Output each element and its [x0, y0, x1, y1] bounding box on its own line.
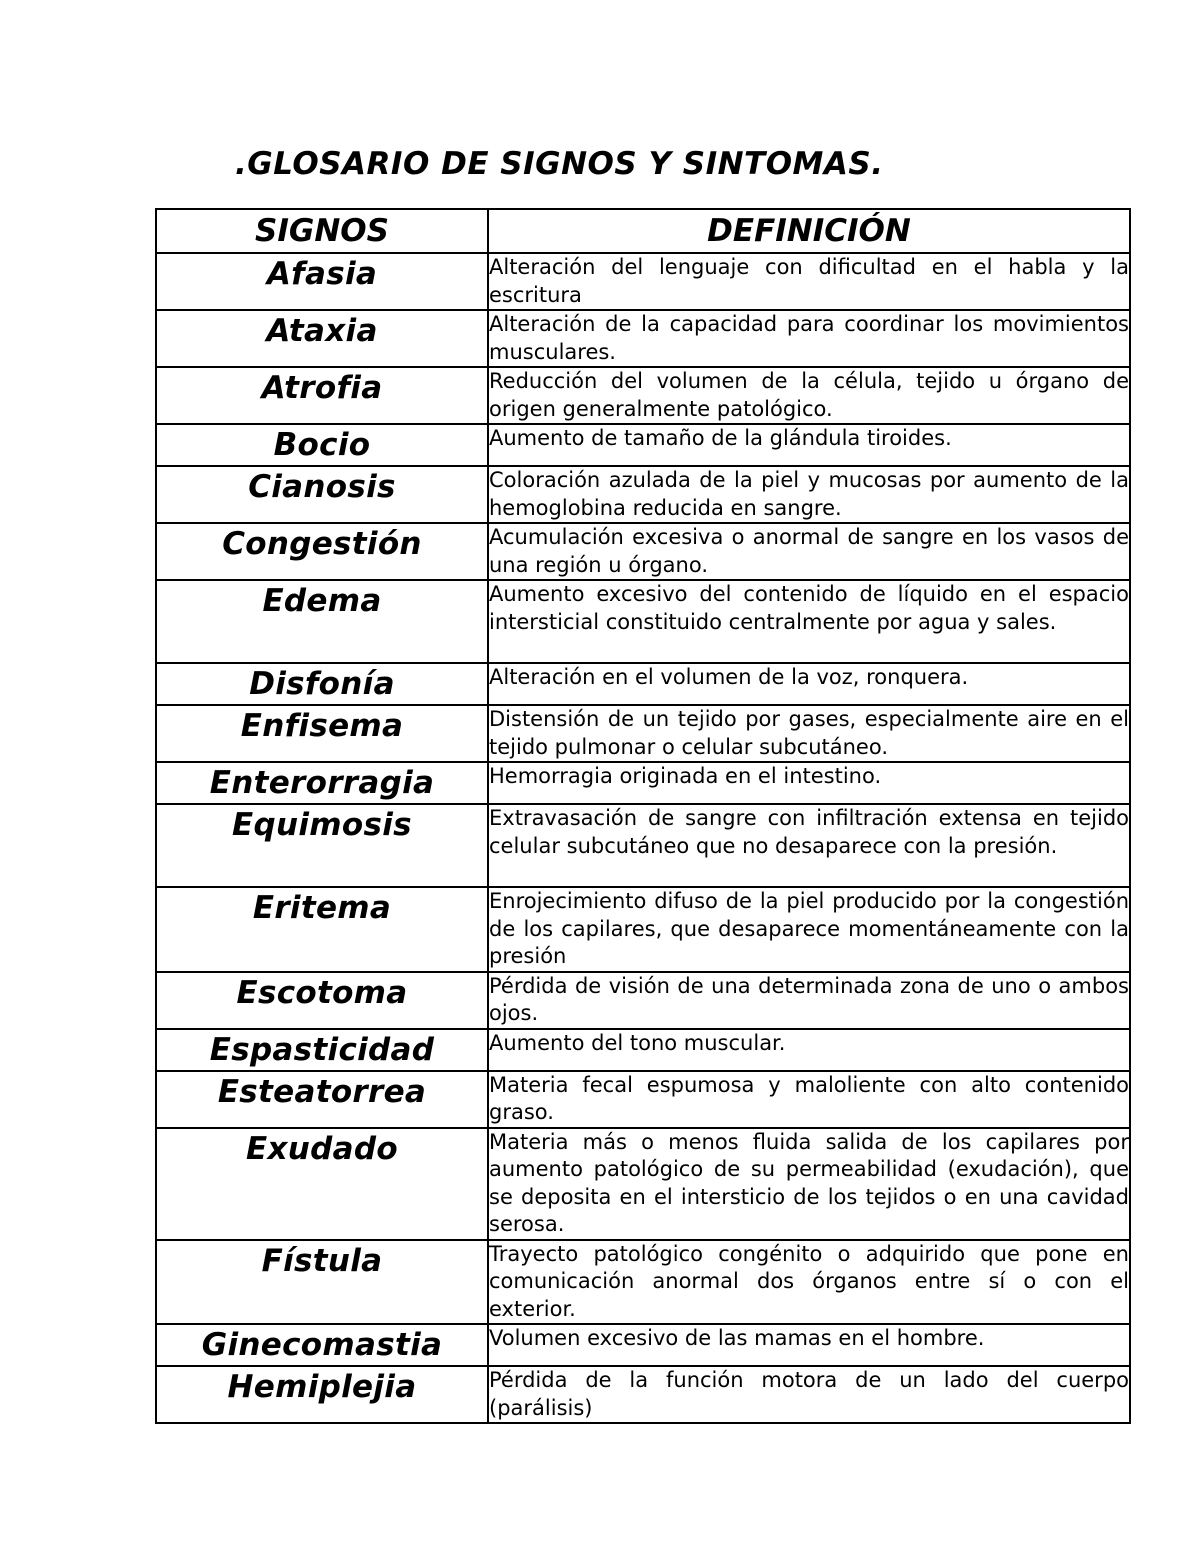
- table-row: [156, 762, 1130, 804]
- table-row: [156, 1366, 1130, 1423]
- table-row: [156, 1071, 1130, 1128]
- term-cell: Exudado: [156, 1128, 488, 1240]
- table-row: [156, 1240, 1130, 1325]
- definition-cell: Alteración del lenguaje con dificultad en el habla y la escritura: [488, 253, 1130, 310]
- term-cell: Edema: [156, 580, 488, 663]
- definition-cell: Aumento del tono muscular.: [488, 1029, 1130, 1071]
- page-title: .GLOSARIO DE SIGNOS Y SINTOMAS.: [235, 146, 884, 182]
- table-row: [156, 424, 1130, 466]
- table-row: [156, 1029, 1130, 1071]
- definition-cell: Pérdida de visión de una determinada zona de uno o ambos ojos.: [488, 972, 1130, 1029]
- definition-cell: Coloración azulada de la piel y mucosas por aumento de la hemoglobina reducida en sangre.: [488, 466, 1130, 523]
- table-row: [156, 367, 1130, 424]
- definition-cell: Extravasación de sangre con infiltración extensa en tejido celular subcutáneo que no desaparece con la presión.: [488, 804, 1130, 887]
- term-cell: Fístula: [156, 1240, 488, 1325]
- definition-cell: Materia fecal espumosa y maloliente con alto contenido graso.: [488, 1071, 1130, 1128]
- glossary-table: [155, 208, 1131, 1424]
- table-row: [156, 804, 1130, 887]
- term-cell: Afasia: [156, 253, 488, 310]
- definition-cell: Reducción del volumen de la célula, tejido u órgano de origen generalmente patológico.: [488, 367, 1130, 424]
- column-header-signos: SIGNOS: [156, 209, 488, 253]
- term-cell: Escotoma: [156, 972, 488, 1029]
- term-cell: Equimosis: [156, 804, 488, 887]
- table-row: [156, 887, 1130, 972]
- term-cell: Cianosis: [156, 466, 488, 523]
- term-cell: Enterorragia: [156, 762, 488, 804]
- term-cell: Eritema: [156, 887, 488, 972]
- term-cell: Disfonía: [156, 663, 488, 705]
- term-cell: Bocio: [156, 424, 488, 466]
- definition-cell: Trayecto patológico congénito o adquirido que pone en comunicación anormal dos órganos entre sí o con el exterior.: [488, 1240, 1130, 1325]
- definition-cell: Distensión de un tejido por gases, especialmente aire en el tejido pulmonar o celular subcutáneo.: [488, 705, 1130, 762]
- definition-cell: Alteración de la capacidad para coordinar los movimientos musculares.: [488, 310, 1130, 367]
- definition-cell: Hemorragia originada en el intestino.: [488, 762, 1130, 804]
- definition-cell: Materia más o menos fluida salida de los capilares por aumento patológico de su permeabilidad (exudación), que se deposita en el intersticio de los tejidos o en una cavidad serosa.: [488, 1128, 1130, 1240]
- term-cell: Atrofia: [156, 367, 488, 424]
- table-row: [156, 1324, 1130, 1366]
- definition-cell: Aumento excesivo del contenido de líquido en el espacio intersticial constituido centralmente por agua y sales.: [488, 580, 1130, 663]
- table-row: [156, 466, 1130, 523]
- definition-cell: Enrojecimiento difuso de la piel producido por la congestión de los capilares, que desaparece momentáneamente con la presión: [488, 887, 1130, 972]
- table-row: [156, 253, 1130, 310]
- table-row: [156, 1128, 1130, 1240]
- column-header-definicion: DEFINICIÓN: [488, 209, 1130, 253]
- term-cell: Hemiplejia: [156, 1366, 488, 1423]
- definition-cell: Alteración en el volumen de la voz, ronquera.: [488, 663, 1130, 705]
- definition-cell: Acumulación excesiva o anormal de sangre en los vasos de una región u órgano.: [488, 523, 1130, 580]
- definition-cell: Aumento de tamaño de la glándula tiroides.: [488, 424, 1130, 466]
- term-cell: Congestión: [156, 523, 488, 580]
- table-row: [156, 972, 1130, 1029]
- table-row: [156, 523, 1130, 580]
- term-cell: Esteatorrea: [156, 1071, 488, 1128]
- term-cell: Ataxia: [156, 310, 488, 367]
- definition-cell: Volumen excesivo de las mamas en el hombre.: [488, 1324, 1130, 1366]
- term-cell: Espasticidad: [156, 1029, 488, 1071]
- table-row: [156, 310, 1130, 367]
- table-row: [156, 663, 1130, 705]
- header-row: [156, 209, 1130, 253]
- term-cell: Ginecomastia: [156, 1324, 488, 1366]
- table-row: [156, 580, 1130, 663]
- term-cell: Enfisema: [156, 705, 488, 762]
- definition-cell: Pérdida de la función motora de un lado del cuerpo (parálisis): [488, 1366, 1130, 1423]
- table-row: [156, 705, 1130, 762]
